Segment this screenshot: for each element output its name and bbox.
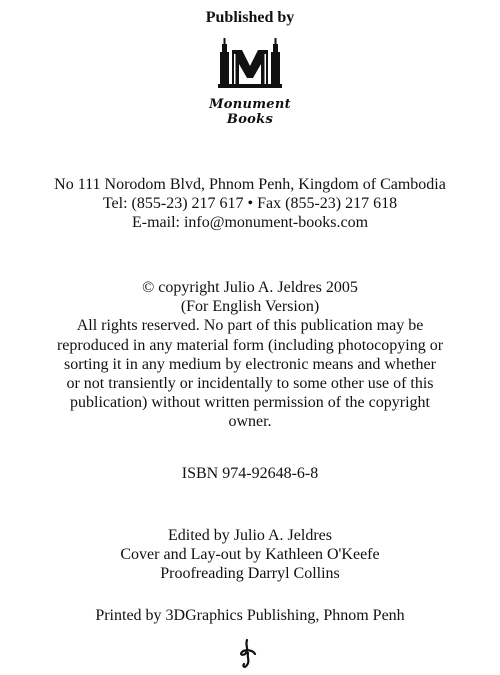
rights-line: publication) without written permission of the copyright (70, 394, 430, 412)
credits-block (0, 526, 500, 583)
edited-by-line: Edited by Julio A. Jeldres (168, 527, 332, 544)
published-by-heading: Published by (205, 9, 295, 26)
cover-layout-line: Cover and Lay-out by Kathleen O'Keefe (120, 546, 380, 563)
rights-line: owner. (228, 413, 272, 431)
copyright-line: © copyright Julio A. Jeldres 2005 (142, 279, 358, 296)
english-version-line: (For English Version) (180, 298, 320, 316)
monument-gate-icon (216, 38, 284, 88)
publisher-logo-line1: Monument (209, 97, 291, 112)
address-line: No 111 Norodom Blvd, Phnom Penh, Kingdom of Cambodia (54, 176, 446, 193)
publisher-logo-line2: Books (226, 112, 274, 127)
proofreading-line: Proofreading Darryl Collins (160, 565, 340, 582)
isbn-line: ISBN 974-92648-6-8 (181, 465, 319, 482)
rights-line: reproduced in any material form (including photocopying or (56, 336, 444, 354)
rights-line: sorting it in any medium by electronic means and whether (64, 355, 436, 373)
phone-fax-line: Tel: (855-23) 217 617 • Fax (855-23) 217 618 (102, 195, 398, 212)
rights-line: All rights reserved. No part of this publication may be (76, 317, 424, 335)
contact-block (0, 175, 500, 232)
printer-line: Printed by 3DGraphics Publishing, Phnom Penh (95, 607, 405, 624)
copyright-block (0, 278, 500, 432)
rights-line: or not transiently or incidentally to some other use of this (66, 375, 434, 393)
email-line: E-mail: info@monument-books.com (131, 214, 369, 231)
signature-mark (233, 638, 263, 670)
